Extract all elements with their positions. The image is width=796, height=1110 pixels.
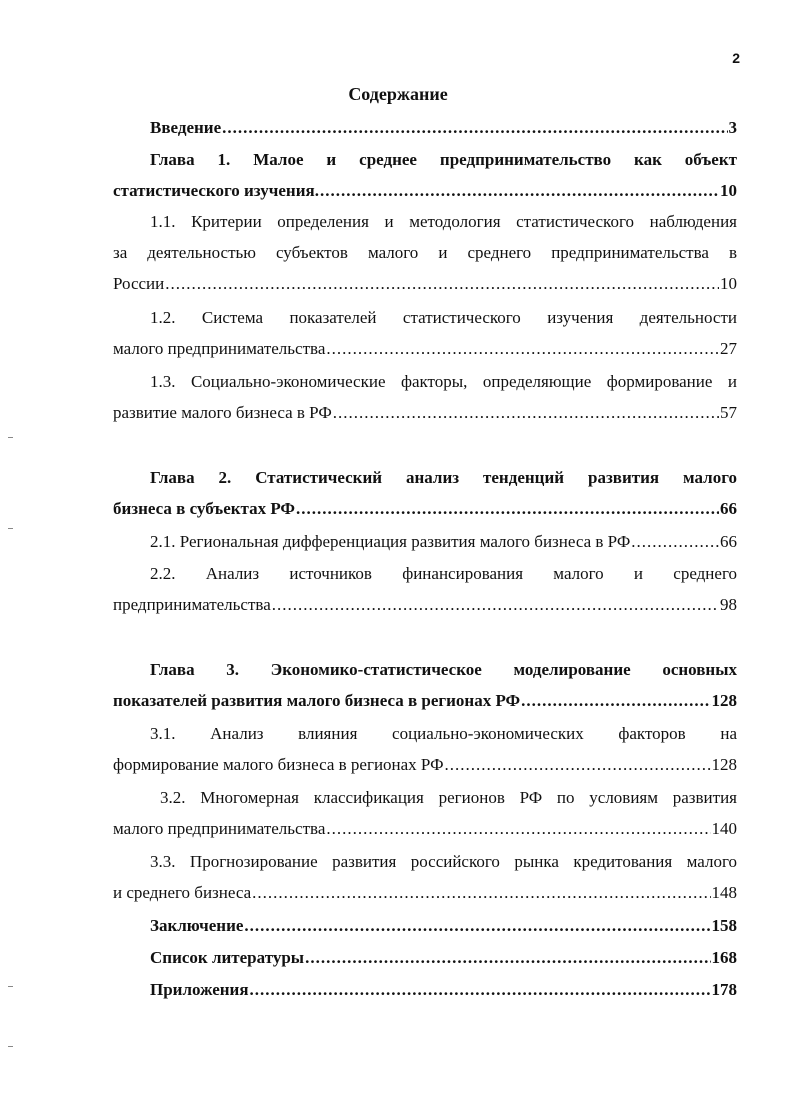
toc-entry-references[interactable]: Список литературы ..... 168 bbox=[113, 942, 737, 973]
page-title: Содержание bbox=[348, 84, 448, 104]
toc-entry-section-3-1[interactable]: 3.1. Анализ влияния социально-экономических факторов на формирование малого бизнеса в регионах РФ ..... 128 bbox=[113, 718, 737, 780]
toc-entry-chapter-3[interactable]: Глава 3. Экономико-статистическое моделирование основных показателей развития малого бизнеса в регионах РФ ..... 128 bbox=[113, 654, 737, 716]
toc-entry-section-1-2[interactable]: 1.2. Система показателей статистического изучения деятельности малого предпринимательства ..... 27 bbox=[113, 302, 737, 364]
toc-entry-section-1-3[interactable]: 1.3. Социально-экономические факторы, определяющие формирование и развитие малого бизнеса в РФ ..... 57 bbox=[113, 366, 737, 428]
toc-entry-section-2-1[interactable]: 2.1. Региональная дифференциация развития малого бизнеса в РФ ..... 66 bbox=[113, 526, 737, 557]
toc-entry-section-3-3[interactable]: 3.3. Прогнозирование развития российского рынка кредитования малого и среднего бизнеса ..... 148 bbox=[113, 846, 737, 908]
toc-entry-section-1-1[interactable]: 1.1. Критерии определения и методология статистического наблюдения за деятельностью субъектов малого и среднего предпринимательства в России ..... 10 bbox=[113, 206, 737, 299]
toc-entry-section-2-2[interactable]: 2.2. Анализ источников финансирования малого и среднего предпринимательства ..... 98 bbox=[113, 558, 737, 620]
toc-entry-intro[interactable]: Введение ..... 3 bbox=[113, 112, 737, 143]
toc-entry-appendices[interactable]: Приложения ..... 178 bbox=[113, 974, 737, 1005]
toc-entry-conclusion[interactable]: Заключение ..... 158 bbox=[113, 910, 737, 941]
scan-mark bbox=[8, 1046, 13, 1047]
toc-entry-chapter-1[interactable]: Глава 1. Малое и среднее предпринимательство как объект статистического изучения. ..... 10 bbox=[113, 144, 737, 206]
scan-mark bbox=[8, 528, 13, 529]
scan-mark bbox=[8, 437, 13, 438]
toc-entry-chapter-2[interactable]: Глава 2. Статистический анализ тенденций развития малого бизнеса в субъектах РФ ..... 66 bbox=[113, 462, 737, 524]
toc-entry-section-3-2[interactable]: 3.2. Многомерная классификация регионов РФ по условиям развития малого предпринимательства ..... 140 bbox=[113, 782, 737, 844]
page-number: 2 bbox=[732, 50, 740, 66]
scan-mark bbox=[8, 986, 13, 987]
